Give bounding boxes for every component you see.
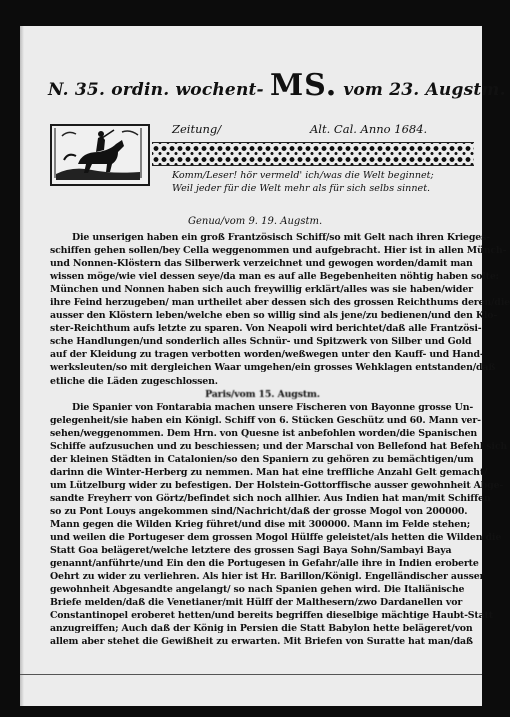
article-line: Briefe melden/daß die Venetianer/mit Hülff der Malthesern/zwo Dardanellen vor: [50, 597, 463, 609]
article-line: und weilen die Portugeser dem grossen Mogol Hülffe geleistet/als hetten die Wilden die: [50, 532, 502, 544]
article-line: auf der Kleidung zu tragen verbotten worden/weßwegen unter den Kauff- und Hand-: [50, 349, 484, 361]
article-line: gewohnheit Abgesandte angelangt/ so nach Spanien gehen wird. Die Italiänische: [50, 584, 465, 596]
article-line: Die Spanier von Fontarabia machen unsere Fischeren von Bayonne grosse Un-: [72, 401, 474, 413]
article-line: gelegenheit/sie haben ein Königl. Schiff von 6. Stücken Geschütz und 60. Mann ver-: [50, 414, 481, 426]
article-line: darinn die Winter-Herberg zu nemmen. Man hat eine treffliche Anzahl Gelt gemacht/: [50, 466, 488, 478]
article-line: schiffen gehen sollen/bey Cella weggenommen und aufgebracht. Hier ist in allen Münch-: [50, 245, 507, 257]
article-line: ausser den Klöstern leben/welche eben so willig sind als jene/zu bedienen/und den Klo-: [50, 310, 498, 322]
masthead-title: [48, 68, 506, 103]
article-line: Oehrt zu wider zu verliehren. Als hier ist Hr. Barillon/Königl. Engelländischer ausser: [50, 571, 485, 583]
motto-line: Komm/Leser! hör vermeld' ich/was die Welt beginnet;: [172, 170, 434, 181]
newspaper-page: [20, 26, 510, 706]
article-line: sandte Freyherr von Görtz/befindet sich noch allhier. Aus Indien hat man/mit Schiffen: [50, 492, 491, 504]
article-line: Mann gegen die Wilden Krieg führet/und dise mit 300000. Mann im Felde stehen;: [50, 519, 471, 531]
article-line: etliche die Läden zugeschlossen.: [50, 375, 218, 387]
article-line: Statt Goa belägeret/welche letztere des grossen Sagi Baya Sohn/Sambayi Baya: [50, 545, 452, 557]
issue-date: vom 23. Augstm.: [343, 80, 506, 100]
article-line: wissen möge/wie viel dessen seye/da man es auf alle Begebenheiten nöhtig haben solte:: [50, 271, 499, 283]
article-line: Paris/vom 15. Augstm.: [205, 388, 320, 400]
article-line: und Nonnen-Klöstern das Silberwerk verzeichnet und gewogen worden/damit man: [50, 258, 473, 270]
woodcut-rider-illustration: [50, 124, 150, 186]
article-line: der kleinen Städten in Catalonien/so den Spaniern zu gehören zu bemächtigen/um: [50, 453, 474, 465]
bottom-divider: [20, 674, 482, 675]
motto-verse: [172, 169, 478, 195]
article-line: sehen/weggenommen. Dem Hrn. von Quesne ist anbefohlen worden/die Spanischen: [50, 427, 478, 439]
genua-dateline: Genua/vom 9. 19. Augstm.: [188, 216, 323, 227]
motto-line: Weil jeder für die Welt mehr als für sich selbs sinnet.: [172, 183, 431, 194]
article-line: werksleuten/so mit dergleichen Waar umgehen/ein grosses Wehklagen entstanden/daß: [50, 362, 496, 374]
article-line: ster-Reichthum aufs letzte zu sparen. Von Neapoli wird berichtet/daß alle Frantzösi-: [50, 323, 482, 335]
article-line: Constantinopel eroberet hetten/und bereits begriffen dieselbige mächtige Haubt-Statt: [50, 610, 493, 622]
masthead-ms: MS.: [269, 68, 338, 103]
article-line: Schiffe aufzusuchen und zu beschiessen; und der Marschal von Bellefond hat Befehl sich: [50, 440, 508, 452]
article-line: so zu Pont Louys angekommen sind/Nachricht/daß der grosse Mogol von 200000.: [50, 505, 468, 517]
article-line: anzugreiffen; Auch daß der König in Persien die Statt Babylon hette belägeret/von: [50, 623, 473, 635]
article-line: um Lützelburg wider zu befestigen. Der Holstein-Gottorffische ausser gewohnheit Abge-: [50, 479, 504, 491]
article-line: ihre Feind herzugeben/ man urtheilet aber dessen sich des grossen Reichthums deren/die: [50, 297, 510, 309]
page-edge-shadow: [20, 26, 24, 706]
article-body: [50, 231, 510, 649]
decorative-ornament-band: [152, 142, 474, 166]
article-line: München und Nonnen haben sich auch freywillig erklärt/alles was sie haben/wider: [50, 284, 473, 296]
calendar-label: Alt. Cal. Anno 1684.: [310, 122, 428, 136]
article-line: Die unserigen haben ein groß Frantzösisch Schiff/so mit Gelt nach ihren Krieges-: [72, 232, 490, 243]
zeitung-label: Zeitung/: [172, 122, 222, 136]
masthead-subline: [172, 122, 472, 136]
paper-name: ordin. wochent-: [111, 80, 264, 100]
article-line: allem aber stehet die Gewißheit zu erwarten. Mit Briefen von Suratte hat man/daß: [50, 636, 473, 648]
issue-number: N. 35.: [48, 80, 106, 100]
article-line: sche Handlungen/und sonderlich alles Schnür- und Spitzwerk von Silber und Gold: [50, 336, 472, 348]
article-line: genannt/anführte/und Ein den die Portugesen in Gefahr/alle ihre in Indien eroberte: [50, 558, 479, 570]
